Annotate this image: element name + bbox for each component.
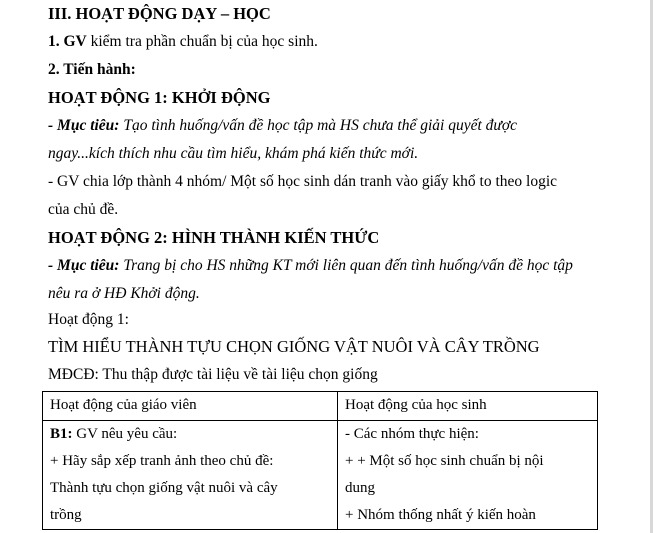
teacher-line-4: trồng (50, 507, 82, 523)
student-line-1: - Các nhóm thực hiện: (345, 426, 479, 442)
activity-1-goal-label: - Mục tiêu: (48, 117, 120, 134)
section-title: III. HOẠT ĐỘNG DẠY – HỌC (48, 4, 271, 23)
activity-1-step-continued: của chủ đề. (48, 201, 119, 218)
table-header-student: Hoạt động của học sinh (338, 392, 598, 421)
student-line-4: + Nhóm thống nhất ý kiến hoàn (345, 507, 536, 523)
item-1-prefix: 1. GV (48, 33, 87, 50)
b1-label: B1: (50, 426, 73, 442)
teacher-line-1 (50, 421, 330, 448)
student-line-2: + + Một số học sinh chuẩn bị nội (345, 453, 544, 469)
activity-2-goal (48, 252, 573, 280)
sub-activity-label: Hoạt động 1: (48, 311, 129, 328)
activity-2-heading: HOẠT ĐỘNG 2: HÌNH THÀNH KIẾN THỨC (48, 228, 380, 247)
activity-1-step: - GV chia lớp thành 4 nhóm/ Một số học sinh dán tranh vào giấy khổ to theo logic (48, 173, 558, 190)
student-cell (338, 421, 598, 530)
activity-2-goal-text: Trang bị cho HS những KT mới liên quan đến tình huống/vấn đề học tập (119, 257, 573, 274)
activity-1-goal (48, 112, 517, 140)
student-line-3: dung (345, 480, 375, 496)
item-2: 2. Tiến hành: (48, 61, 136, 78)
item-1 (48, 28, 318, 56)
item-1-text: kiểm tra phần chuẩn bị của học sinh. (86, 33, 318, 50)
table-row (43, 421, 598, 530)
activity-2-goal-label: - Mục tiêu: (48, 257, 120, 274)
teacher-cell (43, 421, 338, 530)
teacher-line-2: + Hãy sắp xếp tranh ảnh theo chủ đề: (50, 453, 274, 469)
activity-1-heading: HOẠT ĐỘNG 1: KHỞI ĐỘNG (48, 88, 271, 107)
activity-table (42, 391, 598, 530)
activity-1-goal-text: Tạo tình huống/vấn đề học tập mà HS chưa thể giải quyết được (119, 117, 518, 134)
teacher-line-3: Thành tựu chọn giống vật nuôi và cây (50, 480, 278, 496)
sub-activity-title: TÌM HIỂU THÀNH TỰU CHỌN GIỐNG VẬT NUÔI VÀ CÂY TRỒNG (48, 337, 540, 356)
activity-1-goal-continued: ngay...kích thích nhu cầu tìm hiểu, khám phá kiến thức mới. (48, 145, 419, 162)
table-header-teacher: Hoạt động của giáo viên (43, 392, 338, 421)
table-header-row (43, 392, 598, 421)
b1-text: GV nêu yêu cầu: (72, 426, 178, 442)
sub-activity-objective: MĐCĐ: Thu thập được tài liệu về tài liệu chọn giống (48, 366, 378, 383)
activity-2-goal-continued: nêu ra ở HĐ Khởi động. (48, 285, 200, 302)
